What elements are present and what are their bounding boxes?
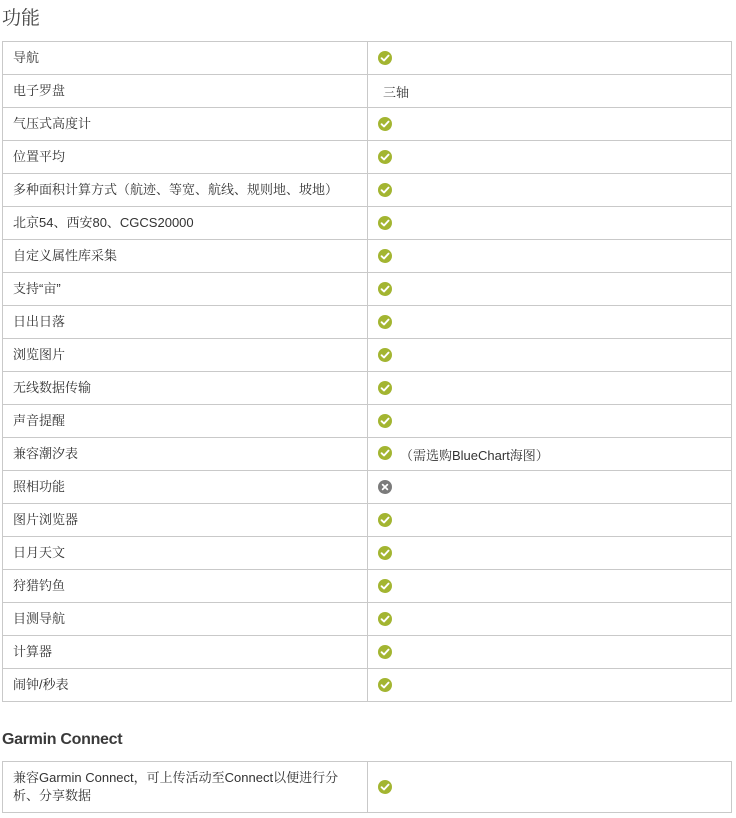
table-row xyxy=(3,75,732,108)
feature-value xyxy=(368,306,732,339)
table-row xyxy=(3,273,732,306)
table-row xyxy=(3,570,732,603)
feature-label: 照相功能 xyxy=(3,471,368,504)
feature-label: 兼容潮汐表 xyxy=(3,438,368,471)
table-row xyxy=(3,438,732,471)
feature-label: 浏览图片 xyxy=(3,339,368,372)
table-row xyxy=(3,471,732,504)
check-icon xyxy=(378,678,392,692)
feature-label: 日出日落 xyxy=(3,306,368,339)
check-icon xyxy=(378,282,392,296)
feature-value xyxy=(368,207,732,240)
feature-label: 自定义属性库采集 xyxy=(3,240,368,273)
feature-value xyxy=(368,762,732,813)
check-icon xyxy=(378,183,392,197)
section-title-garmin-connect: Garmin Connect xyxy=(2,731,123,748)
feature-value xyxy=(368,339,732,372)
feature-value xyxy=(368,75,732,108)
check-icon xyxy=(378,513,392,527)
feature-value xyxy=(368,471,732,504)
feature-value xyxy=(368,174,732,207)
feature-value xyxy=(368,405,732,438)
table-row xyxy=(3,306,732,339)
table-row xyxy=(3,504,732,537)
feature-note: （需选购BlueChart海图） xyxy=(400,447,549,463)
feature-value xyxy=(368,372,732,405)
feature-label: 多种面积计算方式（航迹、等宽、航线、规则地、坡地） xyxy=(3,174,368,207)
check-icon xyxy=(378,216,392,230)
feature-value xyxy=(368,570,732,603)
check-icon xyxy=(378,117,392,131)
feature-value xyxy=(368,42,732,75)
check-icon xyxy=(378,446,392,460)
table-row xyxy=(3,405,732,438)
check-icon xyxy=(378,348,392,362)
feature-value xyxy=(368,603,732,636)
feature-value xyxy=(368,438,732,471)
feature-value xyxy=(368,669,732,702)
feature-value-text: 三轴 xyxy=(383,84,410,100)
features-table xyxy=(2,41,732,702)
check-icon xyxy=(378,249,392,263)
feature-label: 图片浏览器 xyxy=(3,504,368,537)
feature-value xyxy=(368,537,732,570)
table-row xyxy=(3,603,732,636)
feature-value xyxy=(368,141,732,174)
feature-label: 导航 xyxy=(3,42,368,75)
feature-label: 电子罗盘 xyxy=(3,75,368,108)
feature-label: 计算器 xyxy=(3,636,368,669)
table-row xyxy=(3,372,732,405)
table-row xyxy=(3,240,732,273)
check-icon xyxy=(378,51,392,65)
feature-value xyxy=(368,273,732,306)
check-icon xyxy=(378,645,392,659)
feature-value xyxy=(368,636,732,669)
feature-label: 兼容Garmin Connect，可上传活动至Connect以便进行分析、分享数据 xyxy=(3,762,368,813)
table-row xyxy=(3,174,732,207)
table-row xyxy=(3,108,732,141)
check-icon xyxy=(378,414,392,428)
feature-label: 位置平均 xyxy=(3,141,368,174)
table-row xyxy=(3,207,732,240)
check-icon xyxy=(378,381,392,395)
table-row xyxy=(3,339,732,372)
feature-label: 狩猎钓鱼 xyxy=(3,570,368,603)
check-icon xyxy=(378,612,392,626)
feature-label: 支持“亩” xyxy=(3,273,368,306)
check-icon xyxy=(378,315,392,329)
feature-label: 声音提醒 xyxy=(3,405,368,438)
feature-label: 日月天文 xyxy=(3,537,368,570)
feature-label: 气压式高度计 xyxy=(3,108,368,141)
table-row xyxy=(3,636,732,669)
feature-label: 无线数据传输 xyxy=(3,372,368,405)
feature-value xyxy=(368,240,732,273)
check-icon xyxy=(378,579,392,593)
check-icon xyxy=(378,546,392,560)
feature-value xyxy=(368,108,732,141)
section-title-features: 功能 xyxy=(2,8,41,29)
check-icon xyxy=(378,150,392,164)
cross-icon xyxy=(378,480,392,494)
feature-label: 北京54、西安80、CGCS20000 xyxy=(3,207,368,240)
table-row xyxy=(3,669,732,702)
check-icon xyxy=(378,780,392,794)
table-row xyxy=(3,762,732,813)
feature-label: 目测导航 xyxy=(3,603,368,636)
feature-label: 闹钟/秒表 xyxy=(3,669,368,702)
table-row xyxy=(3,537,732,570)
garmin-connect-table xyxy=(2,761,732,813)
table-row xyxy=(3,141,732,174)
feature-value xyxy=(368,504,732,537)
table-row xyxy=(3,42,732,75)
